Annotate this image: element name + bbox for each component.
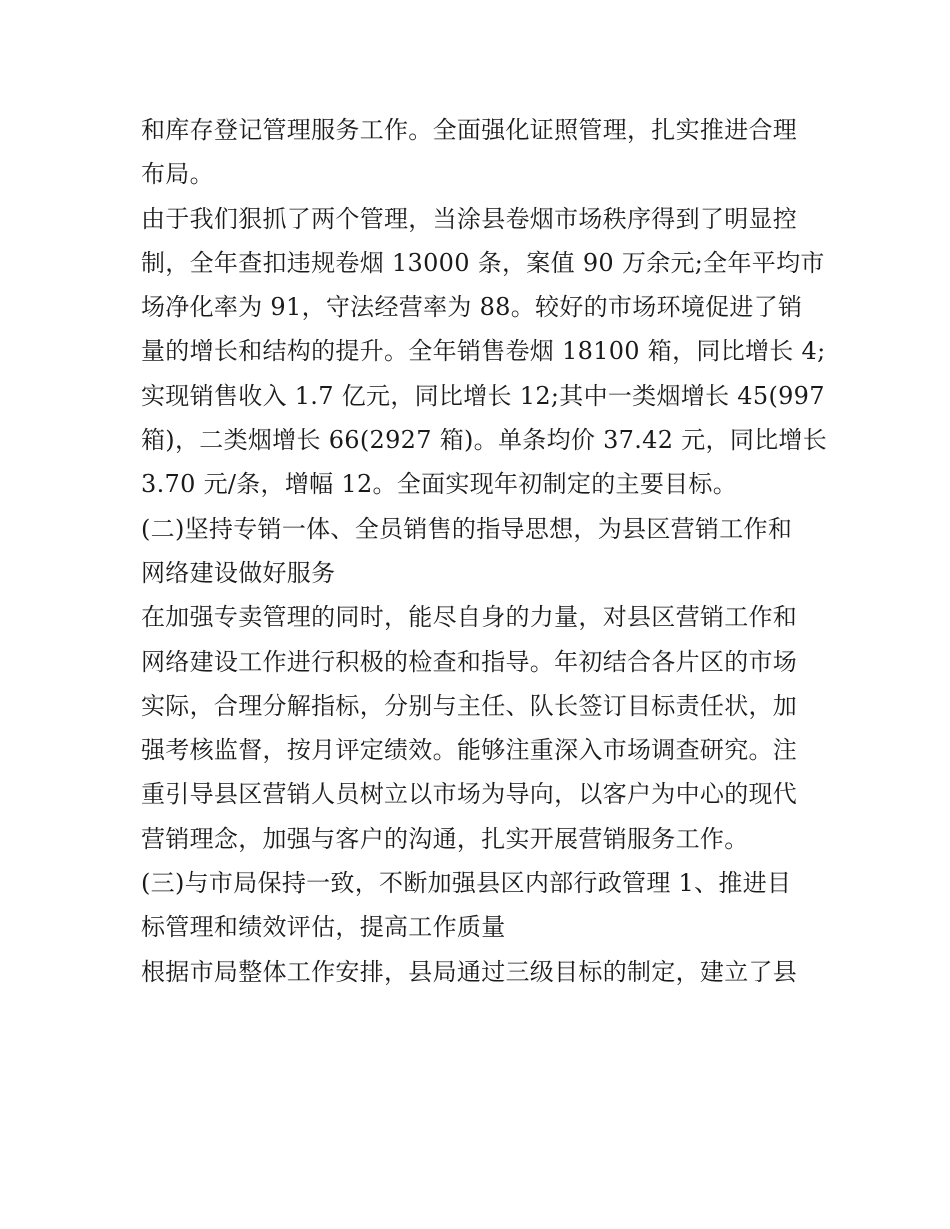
text-line: 在加强专卖管理的同时，能尽自身的力量，对县区营销工作和 (141, 603, 798, 632)
text-line: 制，全年查扣违规卷烟 13000 条，案值 90 万余元;全年平均市 (141, 248, 825, 277)
text-line: 重引导县区营销人员树立以市场为导向，以客户为中心的现代 (141, 780, 798, 809)
text-line: 3.70 元/条，增幅 12。全面实现年初制定的主要目标。 (141, 470, 738, 499)
text-line: 由于我们狠抓了两个管理，当涂县卷烟市场秩序得到了明显控 (141, 204, 798, 233)
text-line: 实际，合理分解指标，分别与主任、队长签订目标责任状，加 (141, 691, 798, 720)
text-line: 实现销售收入 1.7 亿元，同比增长 12;其中一类烟增长 45(997 (141, 381, 825, 410)
text-line: 网络建设工作进行积极的检查和指导。年初结合各片区的市场 (141, 647, 798, 676)
text-line: 营销理念，加强与客户的沟通，扎实开展营销服务工作。 (141, 824, 749, 853)
text-line: 场净化率为 91，守法经营率为 88。较好的市场环境促进了销 (141, 293, 803, 322)
section-heading-line: (三)与市局保持一致，不断加强县区内部行政管理 1、推进目 (141, 869, 792, 898)
body-text (141, 108, 828, 994)
text-line: 根据市局整体工作安排，县局通过三级目标的制定，建立了县 (141, 957, 798, 986)
section-heading-line: 网络建设做好服务 (141, 558, 336, 587)
section-heading-line: 标管理和绩效评估，提高工作质量 (141, 913, 506, 942)
text-line: 和库存登记管理服务工作。全面强化证照管理，扎实推进合理 (141, 116, 798, 144)
section-heading-line: (二)坚持专销一体、全员销售的指导思想，为县区营销工作和 (141, 514, 793, 543)
text-line: 布局。 (141, 160, 214, 189)
text-line: 强考核监督，按月评定绩效。能够注重深入市场调查研究。注 (141, 736, 798, 765)
text-line: 量的增长和结构的提升。全年销售卷烟 18100 箱，同比增长 4; (141, 337, 826, 366)
text-line: 箱)，二类烟增长 66(2927 箱)。单条均价 37.42 元，同比增长 (141, 426, 828, 455)
